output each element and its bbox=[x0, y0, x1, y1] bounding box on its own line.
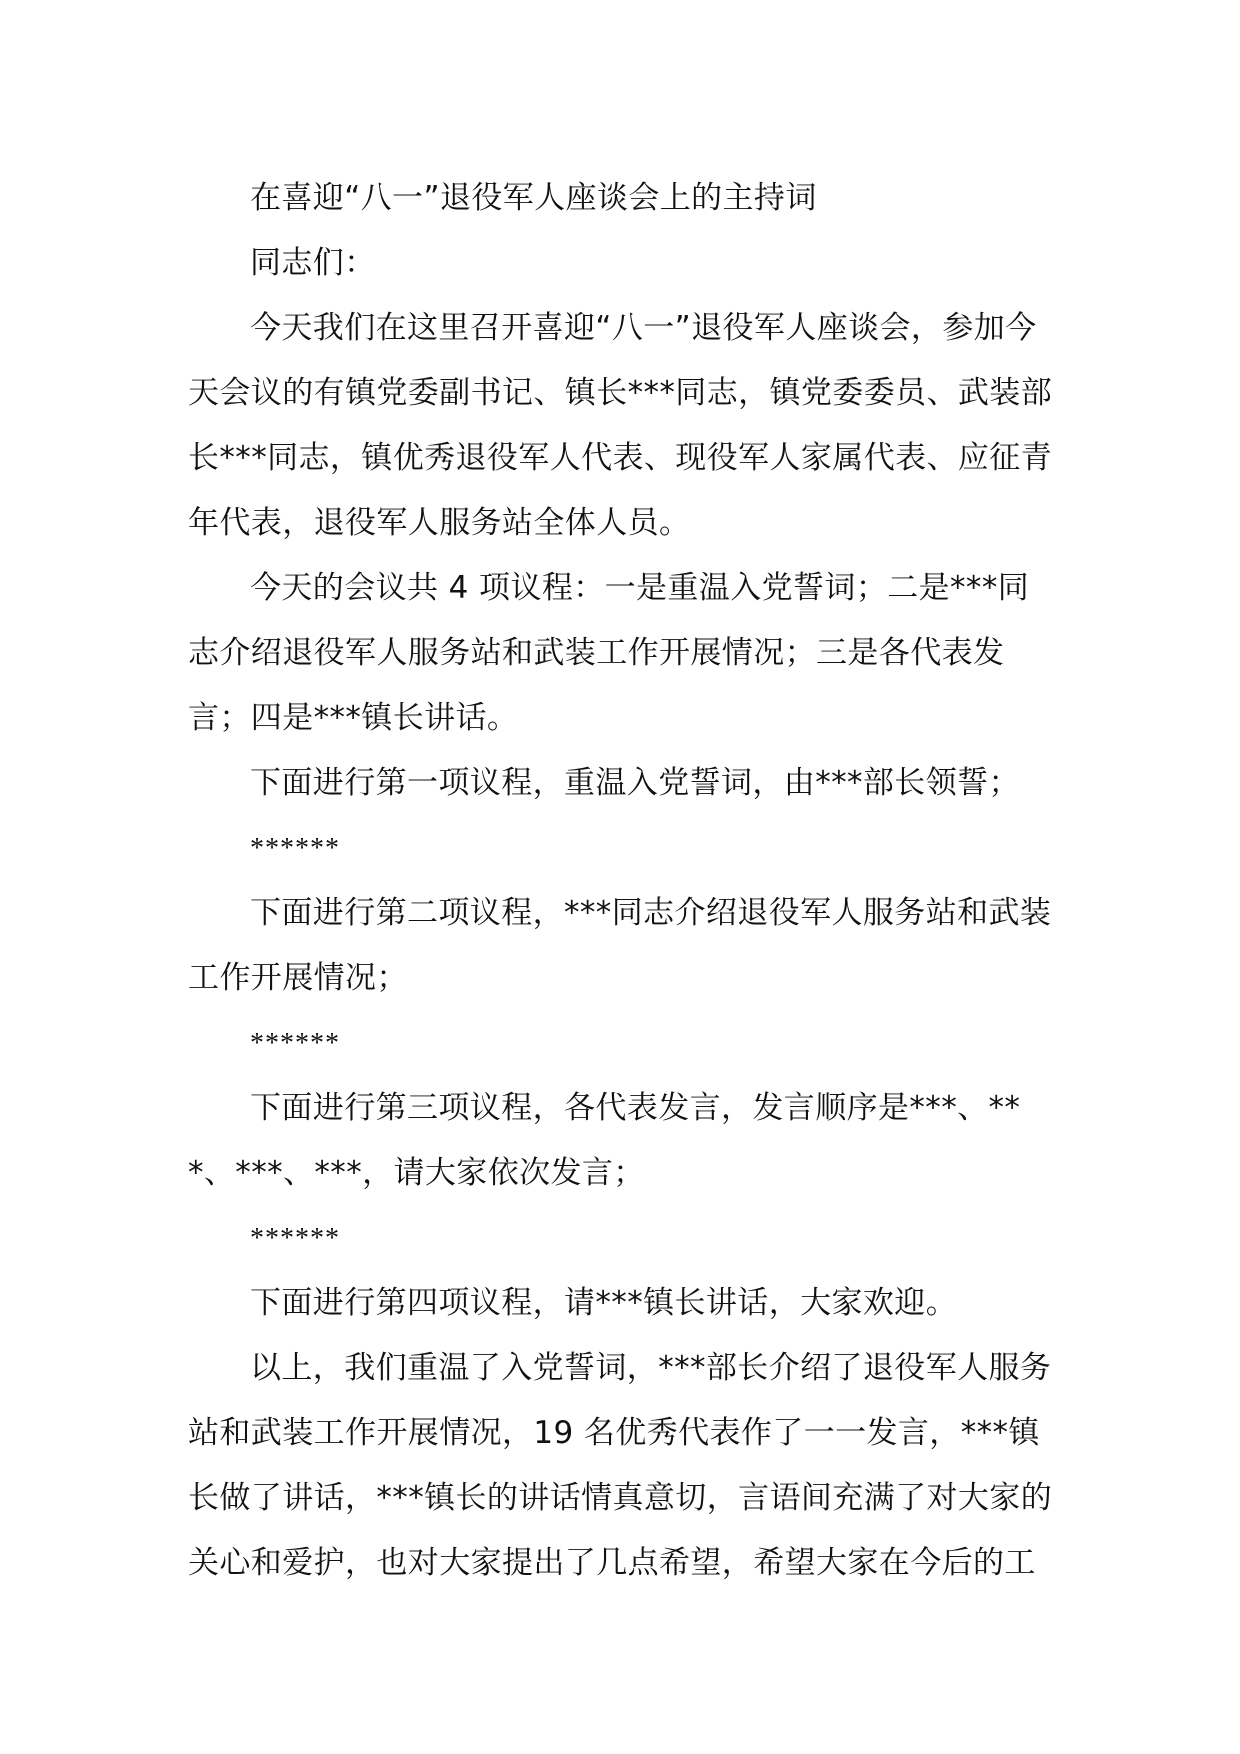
separator: ****** bbox=[250, 833, 340, 864]
paragraph-attendees: 今天我们在这里召开喜迎“八一”退役军人座谈会，参加今天会议的有镇党委副书记、镇长***同志，镇党委委员、武装部长***同志，镇优秀退役军人代表、现役军人家属代表、应征青年代表，退役军人服务站全体人员。 bbox=[188, 310, 1053, 541]
separator: ****** bbox=[250, 1223, 340, 1254]
document-title: 在喜迎“八一”退役军人座谈会上的主持词 bbox=[250, 180, 817, 216]
paragraph-item-4: 下面进行第四项议程，请***镇长讲话，大家欢迎。 bbox=[250, 1285, 958, 1321]
paragraph-item-1: 下面进行第一项议程，重温入党誓词，由***部长领誓； bbox=[250, 765, 1020, 801]
separator: ****** bbox=[250, 1028, 340, 1059]
paragraph-item-2: 下面进行第二项议程，***同志介绍退役军人服务站和武装工作开展情况； bbox=[188, 895, 1052, 996]
document-body bbox=[188, 166, 1058, 1596]
greeting: 同志们： bbox=[250, 245, 376, 281]
paragraph-summary: 以上，我们重温了入党誓词，***部长介绍了退役军人服务站和武装工作开展情况，19 名优秀代表作了一一发言，***镇长做了讲话，***镇长的讲话情真意切，言语间充满了对大家的关心和爱护，也对大家提出了几点希望，希望大家在今后的工 bbox=[188, 1350, 1053, 1581]
paragraph-agenda: 今天的会议共 4 项议程：一是重温入党誓词；二是***同志介绍退役军人服务站和武装工作开展情况；三是各代表发言；四是***镇长讲话。 bbox=[188, 570, 1030, 736]
paragraph-item-3: 下面进行第三项议程，各代表发言，发言顺序是***、***、***、***，请大家依次发言； bbox=[188, 1090, 1021, 1191]
